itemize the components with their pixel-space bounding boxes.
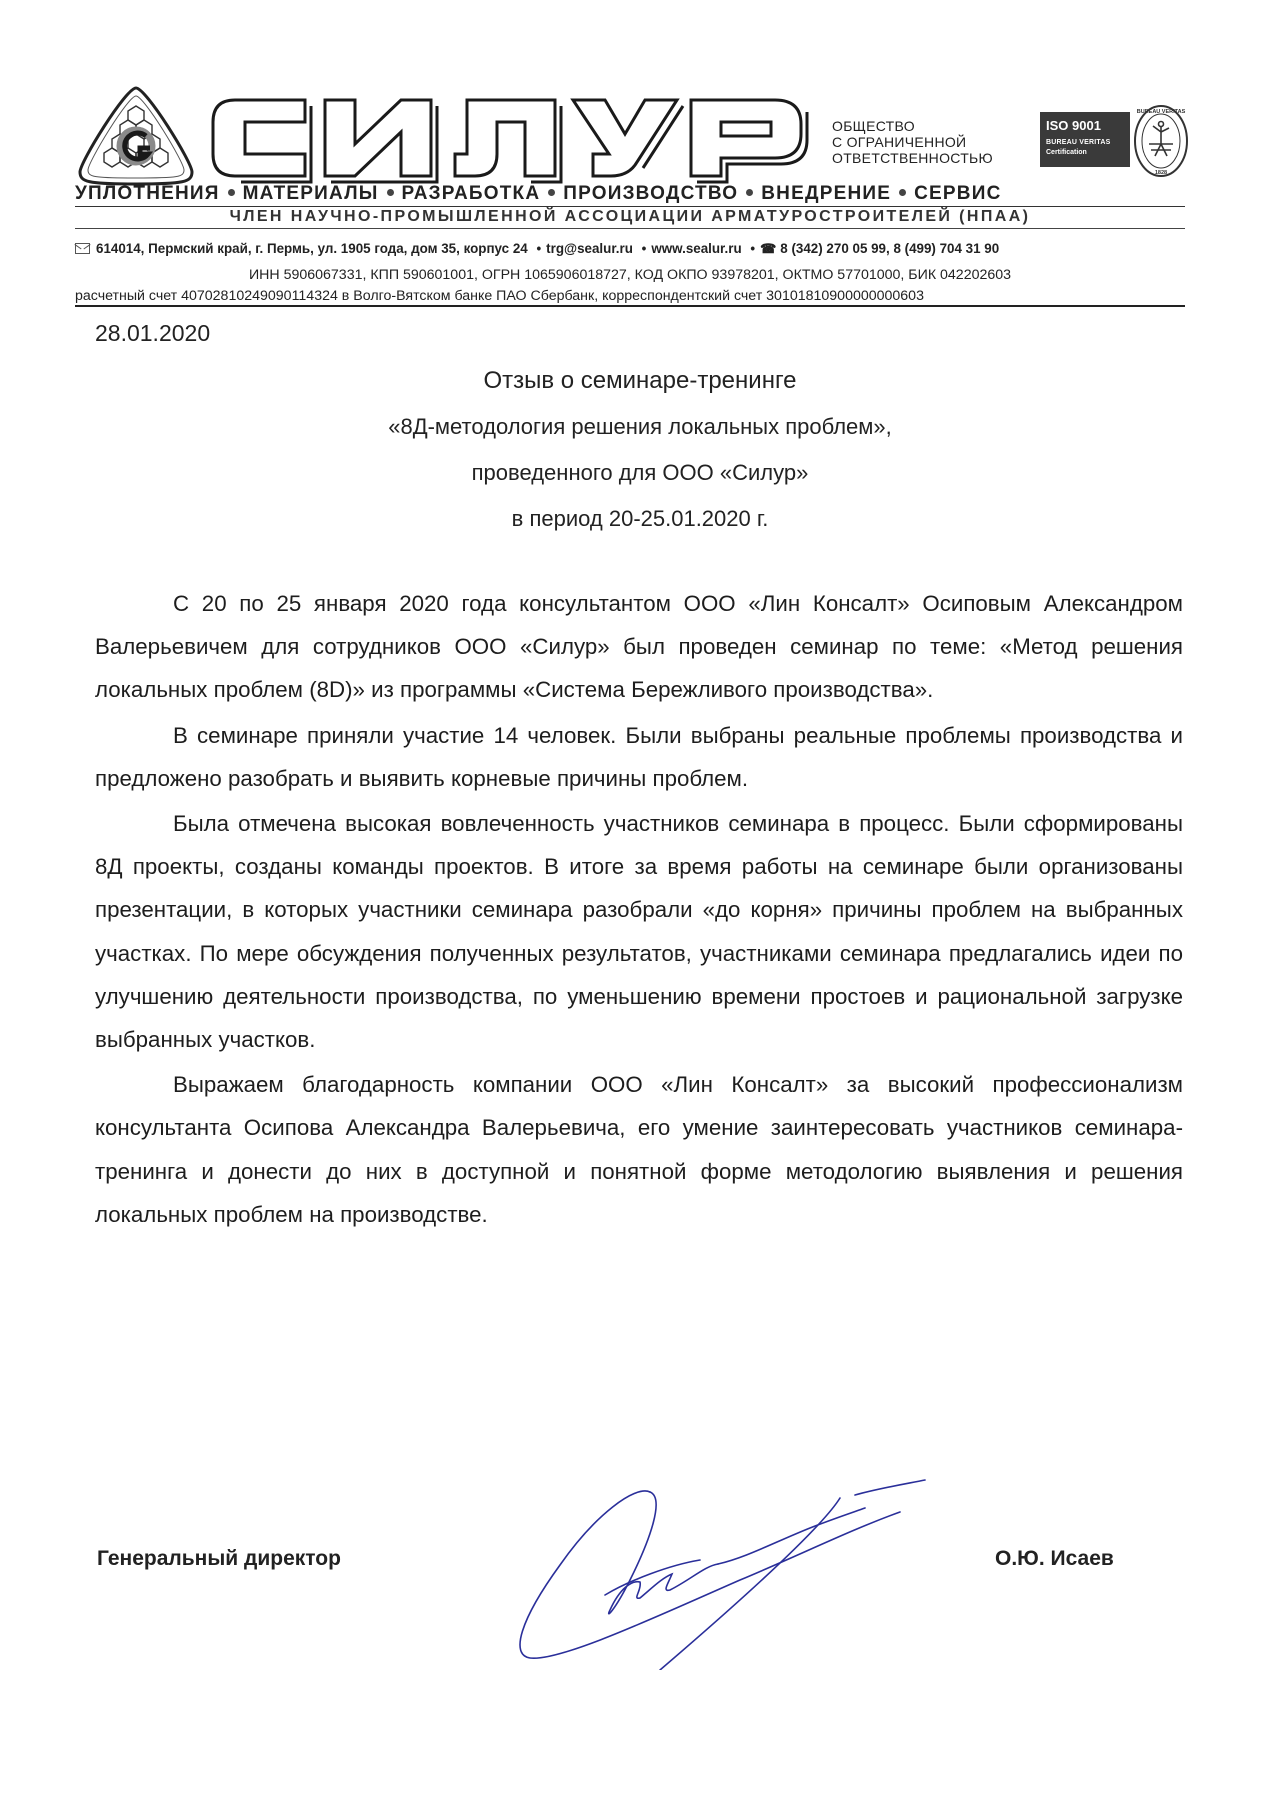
bureau-veritas-seal-icon <box>1133 104 1189 178</box>
service-item: ПРОИЗВОДСТВО <box>563 183 739 204</box>
contact-line <box>75 241 1185 257</box>
body-paragraph: С 20 по 25 января 2020 года консультантом ООО «Лин Консалт» Осиповым Александром Валерьевичем для сотрудников ООО «Силур» был проведен семинар по теме: «Метод решения локальных проблем (8D)» из программы «Система Бережливого производства». <box>95 591 1183 703</box>
bank-details: расчетный счет 40702810249090114324 в Волго-Вятском банке ПАО Сбербанк, корреспондентский счет 30101810900000000603 <box>75 288 1185 307</box>
iso-certification-label: Certification <box>1046 149 1087 156</box>
bullet-icon <box>548 189 555 196</box>
document-period: в период 20-25.01.2020 г. <box>511 506 769 531</box>
email-link[interactable]: trg@sealur.ru <box>546 241 633 256</box>
document-subtitle: проведенного для ООО «Силур» <box>471 460 809 485</box>
postal-address: 614014, Пермский край, г. Пермь, ул. 1905 года, дом 35, корпус 24 <box>96 241 528 256</box>
company-wordmark <box>205 92 815 184</box>
signer-position: Генеральный директор <box>97 1547 341 1570</box>
body-paragraph: В семинаре приняли участие 14 человек. Были выбраны реальные проблемы производства и предложено разобрать и выявить корневые причины проблем. <box>95 722 1183 791</box>
envelope-icon <box>75 243 90 254</box>
services-line <box>75 183 1185 207</box>
document-title: Отзыв о семинаре-тренинге <box>483 367 797 394</box>
association-membership: ЧЛЕН НАУЧНО-ПРОМЫШЛЕННОЙ АССОЦИАЦИИ АРМАТУРОСТРОИТЕЛЕЙ (НПАА) <box>75 208 1185 229</box>
iso-certifier: BUREAU VERITAS <box>1046 139 1111 146</box>
iso-title: ISO 9001 <box>1046 118 1101 133</box>
phone-icon: ☎ <box>760 241 777 256</box>
company-type-line: С ОГРАНИЧЕННОЙ <box>832 134 967 150</box>
bullet-icon <box>387 189 394 196</box>
company-type-line: ОБЩЕСТВО <box>832 118 915 134</box>
handwritten-signature <box>400 1470 960 1670</box>
service-item: УПЛОТНЕНИЯ <box>75 183 220 204</box>
svg-text:BUREAU VERITAS: BUREAU VERITAS <box>1136 109 1186 115</box>
document-subtitle: «8Д-методология решения локальных проблем», <box>388 414 892 439</box>
service-item: РАЗРАБОТКА <box>401 183 541 204</box>
service-item: МАТЕРИАЛЫ <box>242 183 379 204</box>
body-paragraph: Была отмечена высокая вовлеченность участников семинара в процесс. Были сформированы 8Д проекты, созданы команды проектов. В итоге за время работы на семинаре были организованы презентации, в которых участники семинара разобрали «до корня» причины проблем на выбранных участках. По мере обсуждения полученных результатов, участниками семинара предлагались идеи по улучшению деятельности производства, по уменьшению времени простоев и рациональной загрузке выбранных участков. <box>95 811 1183 1053</box>
bullet-icon <box>899 189 906 196</box>
company-requisites: ИНН 5906067331, КПП 590601001, ОГРН 1065906018727, КОД ОКПО 93978201, ОКТМО 57701000, БИК 042202603 <box>248 267 1012 283</box>
service-item: ВНЕДРЕНИЕ <box>761 183 892 204</box>
document-body <box>95 582 1183 1238</box>
signer-name: О.Ю. Исаев <box>995 1547 1114 1570</box>
separator: • <box>536 241 542 256</box>
document-date: 28.01.2020 <box>95 320 211 346</box>
company-type-line: ОТВЕТСТВЕННОСТЬЮ <box>832 150 993 166</box>
phone-numbers: 8 (342) 270 05 99, 8 (499) 704 31 90 <box>780 241 1000 256</box>
service-item: СЕРВИС <box>914 183 1002 204</box>
iso-certification-badge <box>1040 112 1130 167</box>
bullet-icon <box>228 189 235 196</box>
bullet-icon <box>746 189 753 196</box>
separator: • <box>750 241 756 256</box>
company-logo-icon <box>74 84 198 188</box>
website-link[interactable]: www.sealur.ru <box>651 241 742 256</box>
body-paragraph: Выражаем благодарность компании ООО «Лин Консалт» за высокий профессионализм консультанта Осипова Александра Валерьевича, его умение заинтересовать участников семинара-тренинга и донести до них в доступной и понятной форме методологию выявления и решения локальных проблем на производстве. <box>95 1072 1183 1227</box>
company-type-text <box>832 118 993 166</box>
separator: • <box>641 241 647 256</box>
svg-text:1828: 1828 <box>1154 170 1168 176</box>
